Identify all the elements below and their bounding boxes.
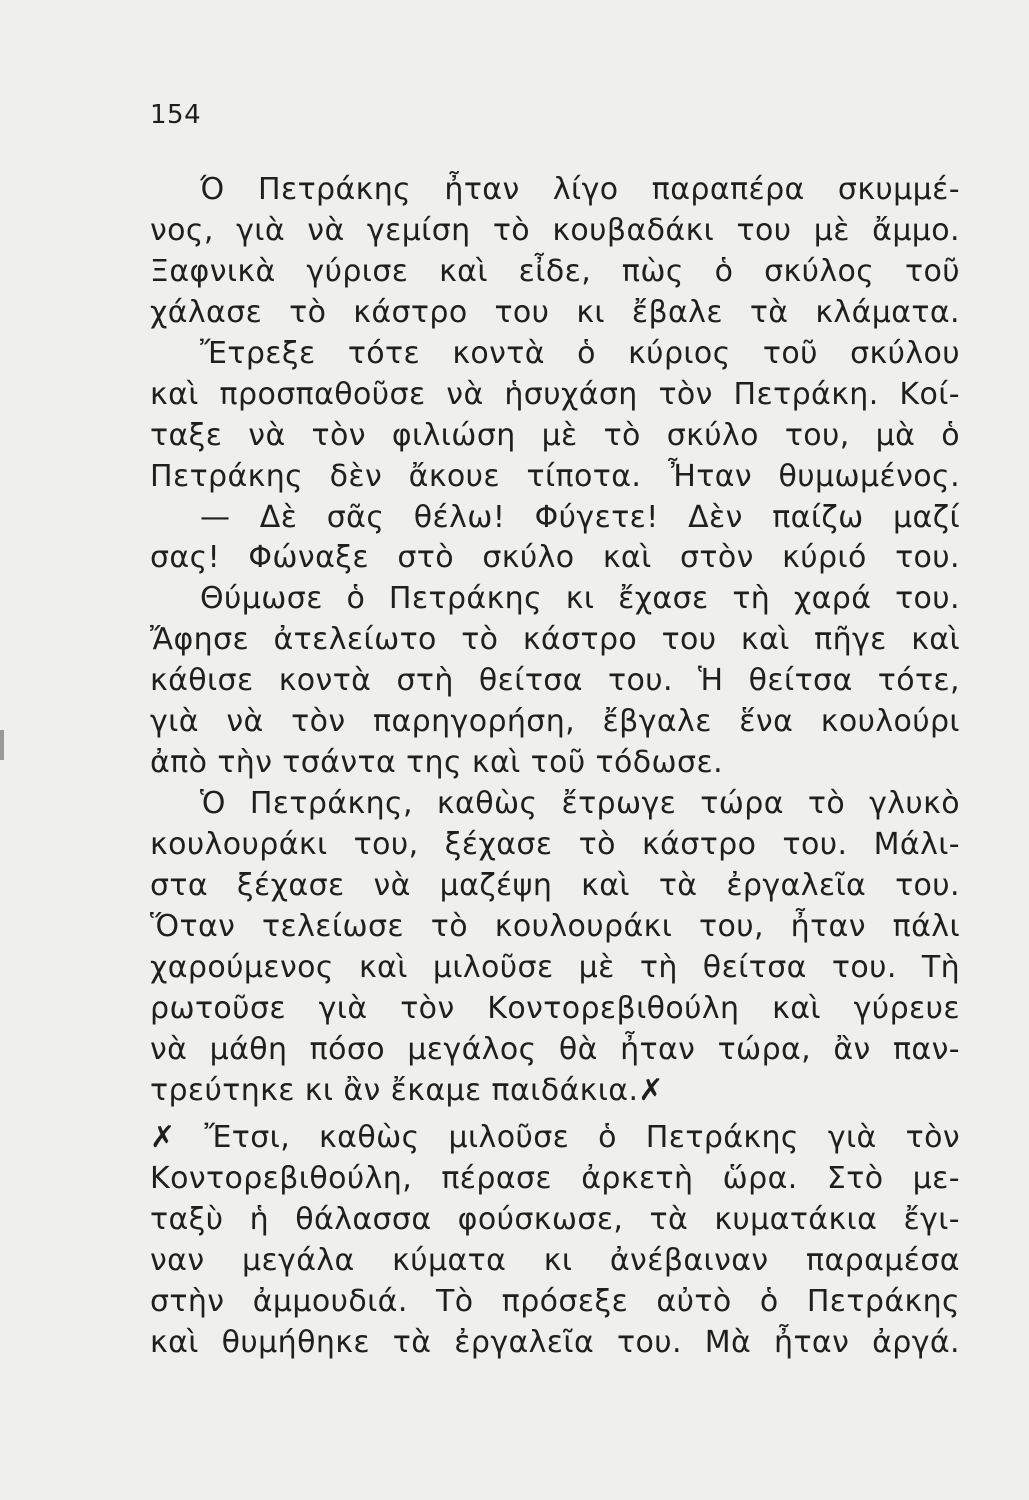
text-line: χάλασε τὸ κάστρο του κι ἔβαλε τὰ κλάματα.: [150, 294, 960, 330]
text-line: κάθισε κοντὰ στὴ θείτσα του. Ἡ θείτσα τότε,: [150, 663, 960, 699]
text-line: νὰ μάθη πόσο μεγάλος θὰ ἦταν τώρα, ἂν παν-: [150, 1031, 960, 1067]
cross-mark-end: ✗: [638, 1072, 664, 1108]
page-number: 154: [150, 100, 202, 130]
text-line: κουλουράκι του, ξέχασε τὸ κάστρο του. Μάλι-: [150, 827, 960, 862]
text-line-last: [150, 1071, 960, 1112]
text-line: καὶ θυμήθηκε τὰ ἐργαλεῖα του. Μὰ ἦταν ἀργά.: [150, 1324, 960, 1360]
text-line: Θύμωσε ὁ Πετράκης κι ἔχασε τὴ χαρά του.: [200, 581, 960, 617]
text-line: ναν μεγάλα κύματα κι ἀνέβαιναν παραμέσα: [150, 1242, 960, 1278]
second-paragraph: [150, 1118, 960, 1364]
text-line: Ὅταν τελείωσε τὸ κουλουράκι του, ἦταν πάλι: [150, 908, 960, 944]
text-line: ἀπὸ τὴν τσάντα της καὶ τοῦ τόδωσε.: [150, 745, 724, 781]
text-line: στὴν ἀμμουδιά. Τὸ πρόσεξε αὐτὸ ὁ Πετράκης: [150, 1283, 960, 1319]
text-line: σας! Φώναξε στὸ σκύλο καὶ στὸν κύριό του.: [150, 540, 960, 576]
text-line: Ό Πετράκης ἦταν λίγο παραπέρα σκυμμέ-: [200, 172, 960, 207]
text-line: στα ξέχασε νὰ μαζέψη καὶ τὰ ἐργαλεῖα του.: [150, 867, 960, 903]
text-line: Ἄφησε ἀτελείωτο τὸ κάστρο του καὶ πῆγε καὶ: [150, 622, 960, 658]
text-line: ταξὺ ἡ θάλασσα φούσκωσε, τὰ κυματάκια ἔγι-: [150, 1201, 960, 1237]
text-line-content: τρεύτηκε κι ἂν ἔκαμε παιδάκια.: [150, 1072, 639, 1108]
text-line-first: [150, 1118, 960, 1159]
text-line: χαρούμενος καὶ μιλοῦσε μὲ τὴ θείτσα του. Τὴ: [150, 949, 960, 985]
page-edge-shadow: [0, 730, 4, 760]
text-line: Ἔτρεξε τότε κοντὰ ὁ κύριος τοῦ σκύλου: [200, 335, 960, 371]
text-line: γιὰ νὰ τὸν παρηγορήση, ἔβγαλε ἕνα κουλούρι: [150, 704, 960, 740]
text-line: Πετράκης δὲν ἄκουε τίποτα. Ἦταν θυμωμένος.: [150, 458, 960, 494]
main-text: [150, 170, 960, 1112]
text-line: ταξε νὰ τὸν φιλιώση μὲ τὸ σκύλο του, μὰ ὁ: [150, 417, 960, 453]
text-line: Ξαφνικὰ γύρισε καὶ εἶδε, πὼς ὁ σκύλος τοῦ: [150, 253, 960, 289]
text-line: ρωτοῦσε γιὰ τὸν Κοντορεβιθούλη καὶ γύρευε: [150, 990, 960, 1026]
text-line-content: Ἔτσι, καθὼς μιλοῦσε ὁ Πετράκης γιὰ τὸν: [175, 1120, 960, 1155]
text-line: — Δὲ σᾶς θέλω! Φύγετε! Δὲν παίζω μαζί: [200, 499, 960, 535]
text-line: νος, γιὰ νὰ γεμίση τὸ κουβαδάκι του μὲ ἄμμο.: [150, 212, 960, 248]
cross-mark-start: ✗: [150, 1120, 176, 1155]
text-line: καὶ προσπαθοῦσε νὰ ἡσυχάση τὸν Πετράκη. Κοί-: [150, 376, 960, 412]
text-line: Ὁ Πετράκης, καθὼς ἔτρωγε τώρα τὸ γλυκὸ: [200, 786, 960, 822]
text-line: Κοντορεβιθούλη, πέρασε ἀρκετὴ ὥρα. Στὸ με-: [150, 1160, 960, 1196]
